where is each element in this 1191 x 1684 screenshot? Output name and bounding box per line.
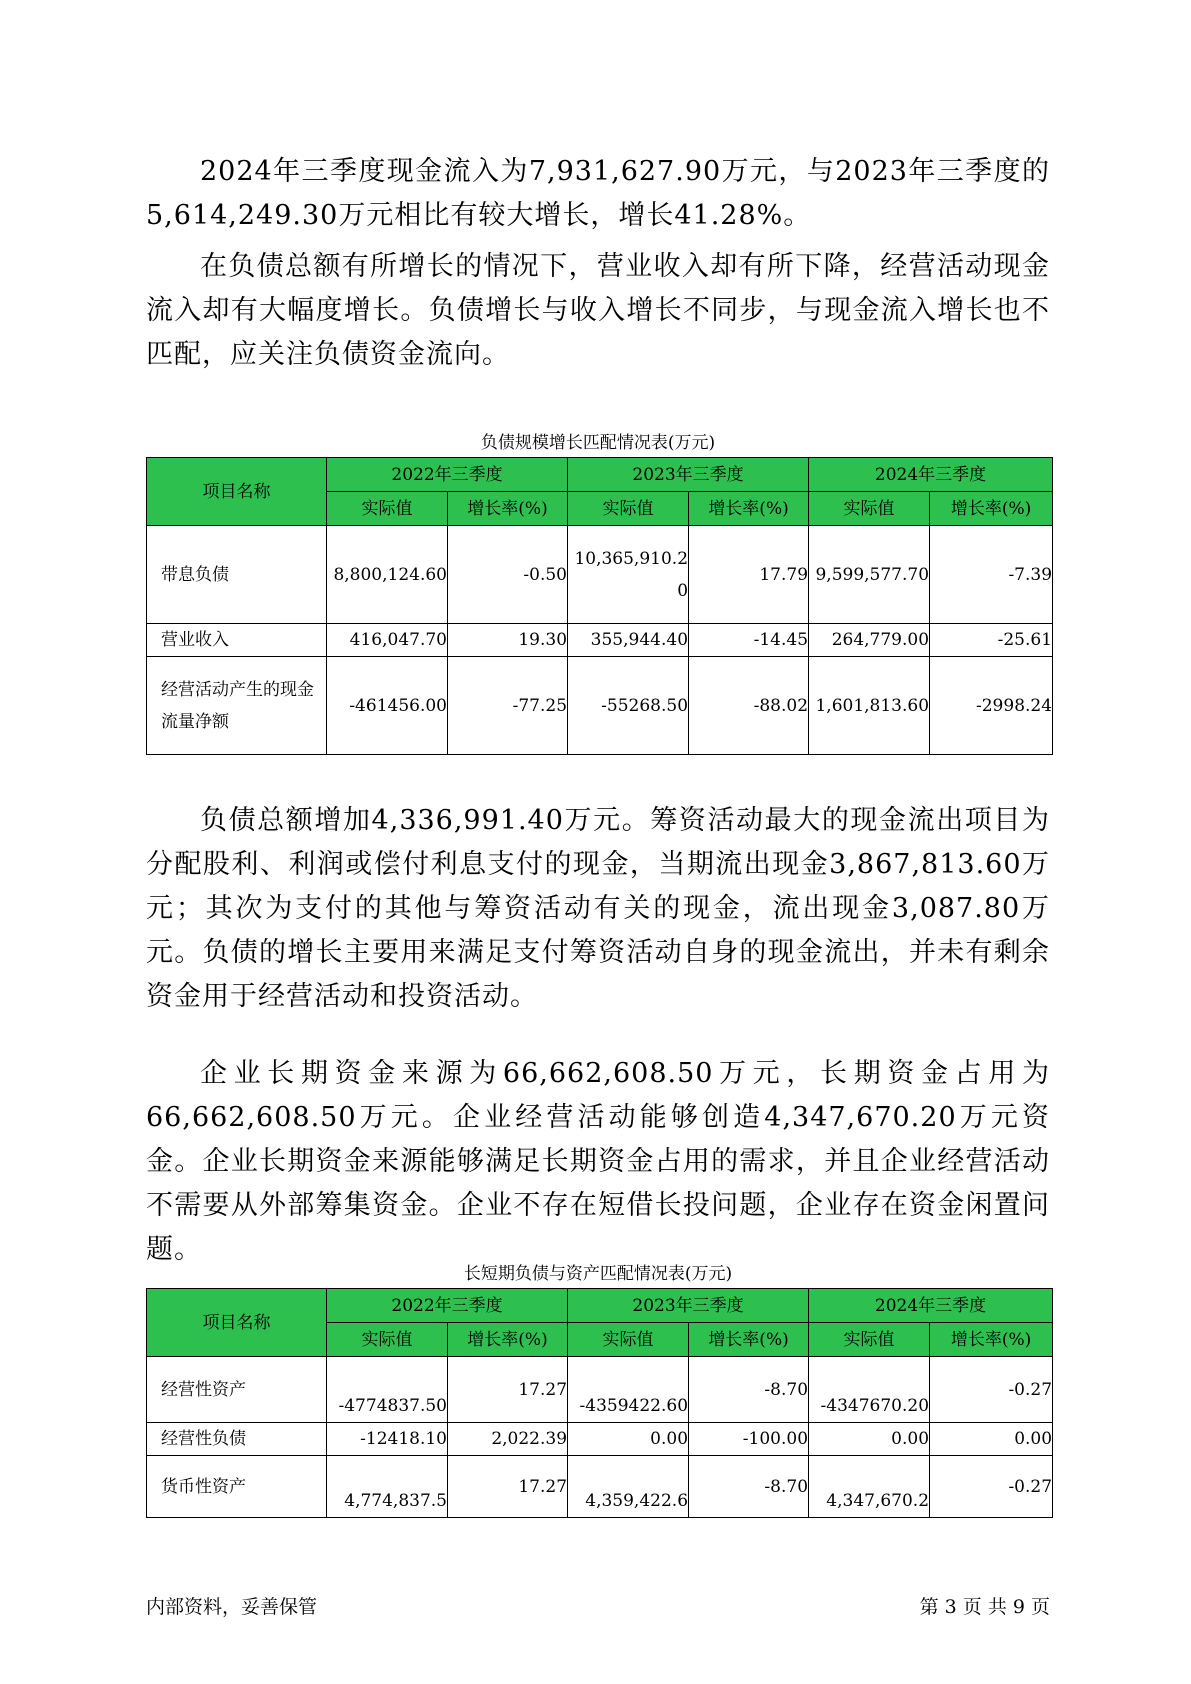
cell-rate: -8.70	[689, 1357, 809, 1423]
cell-rate: -0.27	[930, 1357, 1053, 1423]
row-name: 带息负债	[147, 526, 327, 624]
row-name: 货币性资产	[147, 1456, 327, 1518]
cell-rate: -88.02	[689, 657, 809, 755]
cell-rate: 19.30	[448, 624, 568, 657]
cell-value: -55268.50	[568, 657, 689, 755]
cell-value: 0.00	[568, 1423, 689, 1456]
cell-rate: -77.25	[448, 657, 568, 755]
table-row	[147, 624, 1053, 657]
table-row	[147, 657, 1053, 755]
cell-rate: 17.27	[448, 1357, 568, 1423]
cell-rate: 0.00	[930, 1423, 1053, 1456]
cell-value: 416,047.70	[327, 624, 448, 657]
table1-value-header: 实际值	[568, 492, 689, 526]
table1-period-header: 2023年三季度	[568, 458, 809, 492]
table-row	[147, 1423, 1053, 1456]
row-name: 经营活动产生的现金流量净额	[147, 657, 327, 755]
row-name: 经营性资产	[147, 1357, 327, 1423]
cell-value: 4,774,837.5	[327, 1456, 448, 1518]
paragraph-1: 2024年三季度现金流入为7,931,627.90万元，与2023年三季度的5,614,249.30万元相比有较大增长，增长41.28%。	[146, 156, 1050, 231]
table2-period-header: 2022年三季度	[327, 1289, 568, 1323]
cell-value: 355,944.40	[568, 624, 689, 657]
table2-rate-header: 增长率(%)	[448, 1323, 568, 1357]
cell-rate: -8.70	[689, 1456, 809, 1518]
cell-value: -4774837.50	[327, 1357, 448, 1423]
table2-value-header: 实际值	[327, 1323, 448, 1357]
cell-value: 1,601,813.60	[809, 657, 930, 755]
cell-value: 4,359,422.6	[568, 1456, 689, 1518]
cell-rate: -0.27	[930, 1456, 1053, 1518]
cell-value: 8,800,124.60	[327, 526, 448, 624]
cell-value: -461456.00	[327, 657, 448, 755]
paragraph-2: 在负债总额有所增长的情况下，营业收入却有所下降，经营活动现金流入却有大幅度增长。负债增长与收入增长不同步，与现金流入增长也不匹配，应关注负债资金流向。	[146, 251, 1050, 370]
table2-period-header: 2024年三季度	[809, 1289, 1053, 1323]
table1-rate-header: 增长率(%)	[448, 492, 568, 526]
cell-rate: -2998.24	[930, 657, 1053, 755]
table2-rate-header: 增长率(%)	[689, 1323, 809, 1357]
cell-rate: -0.50	[448, 526, 568, 624]
cell-value: 10,365,910.20	[568, 526, 689, 624]
row-name: 经营性负债	[147, 1423, 327, 1456]
cell-rate: -7.39	[930, 526, 1053, 624]
table-row	[147, 1456, 1053, 1518]
table1-period-header: 2024年三季度	[809, 458, 1053, 492]
table2-value-header: 实际值	[568, 1323, 689, 1357]
cell-value: 9,599,577.70	[809, 526, 930, 624]
cell-value: -12418.10	[327, 1423, 448, 1456]
cell-rate: 2,022.39	[448, 1423, 568, 1456]
footer-page-number: 第 3 页 共 9 页	[919, 1596, 1050, 1618]
table2-value-header: 实际值	[809, 1323, 930, 1357]
table1-period-header: 2022年三季度	[327, 458, 568, 492]
table1-rate-header: 增长率(%)	[689, 492, 809, 526]
cell-rate: 17.27	[448, 1456, 568, 1518]
table1-value-header: 实际值	[327, 492, 448, 526]
cell-rate: -100.00	[689, 1423, 809, 1456]
cell-rate: -25.61	[930, 624, 1053, 657]
table2-item-header: 项目名称	[147, 1289, 327, 1357]
table-row	[147, 526, 1053, 624]
table1-value-header: 实际值	[809, 492, 930, 526]
table2-rate-header: 增长率(%)	[930, 1323, 1053, 1357]
table1-caption: 负债规模增长匹配情况表(万元)	[480, 433, 716, 453]
table2	[146, 1288, 1053, 1518]
table1-item-header: 项目名称	[147, 458, 327, 526]
cell-value: -4359422.60	[568, 1357, 689, 1423]
table2-period-header: 2023年三季度	[568, 1289, 809, 1323]
table2-caption: 长短期负债与资产匹配情况表(万元)	[463, 1264, 733, 1284]
paragraph-4: 企业长期资金来源为66,662,608.50万元，长期资金占用为66,662,608.50万元。企业经营活动能够创造4,347,670.20万元资金。企业长期资金来源能够满足长期资金占用的需求，并且企业经营活动不需要从外部筹集资金。企业不存在短借长投问题，企业存在资金闲置问题。	[146, 1058, 1050, 1265]
paragraph-3: 负债总额增加4,336,991.40万元。筹资活动最大的现金流出项目为分配股利、利润或偿付利息支付的现金，当期流出现金3,867,813.60万元；其次为支付的其他与筹资活动有关的现金，流出现金3,087.80万元。负债的增长主要用来满足支付筹资活动自身的现金流出，并未有剩余资金用于经营活动和投资活动。	[146, 805, 1050, 1012]
cell-rate: -14.45	[689, 624, 809, 657]
cell-rate: 17.79	[689, 526, 809, 624]
footer-confidential: 内部资料，妥善保管	[146, 1596, 318, 1618]
table1-rate-header: 增长率(%)	[930, 492, 1053, 526]
table-row	[147, 1357, 1053, 1423]
cell-value: 0.00	[809, 1423, 930, 1456]
cell-value: 4,347,670.2	[809, 1456, 930, 1518]
row-name: 营业收入	[147, 624, 327, 657]
cell-value: -4347670.20	[809, 1357, 930, 1423]
cell-value: 264,779.00	[809, 624, 930, 657]
table1	[146, 457, 1053, 755]
